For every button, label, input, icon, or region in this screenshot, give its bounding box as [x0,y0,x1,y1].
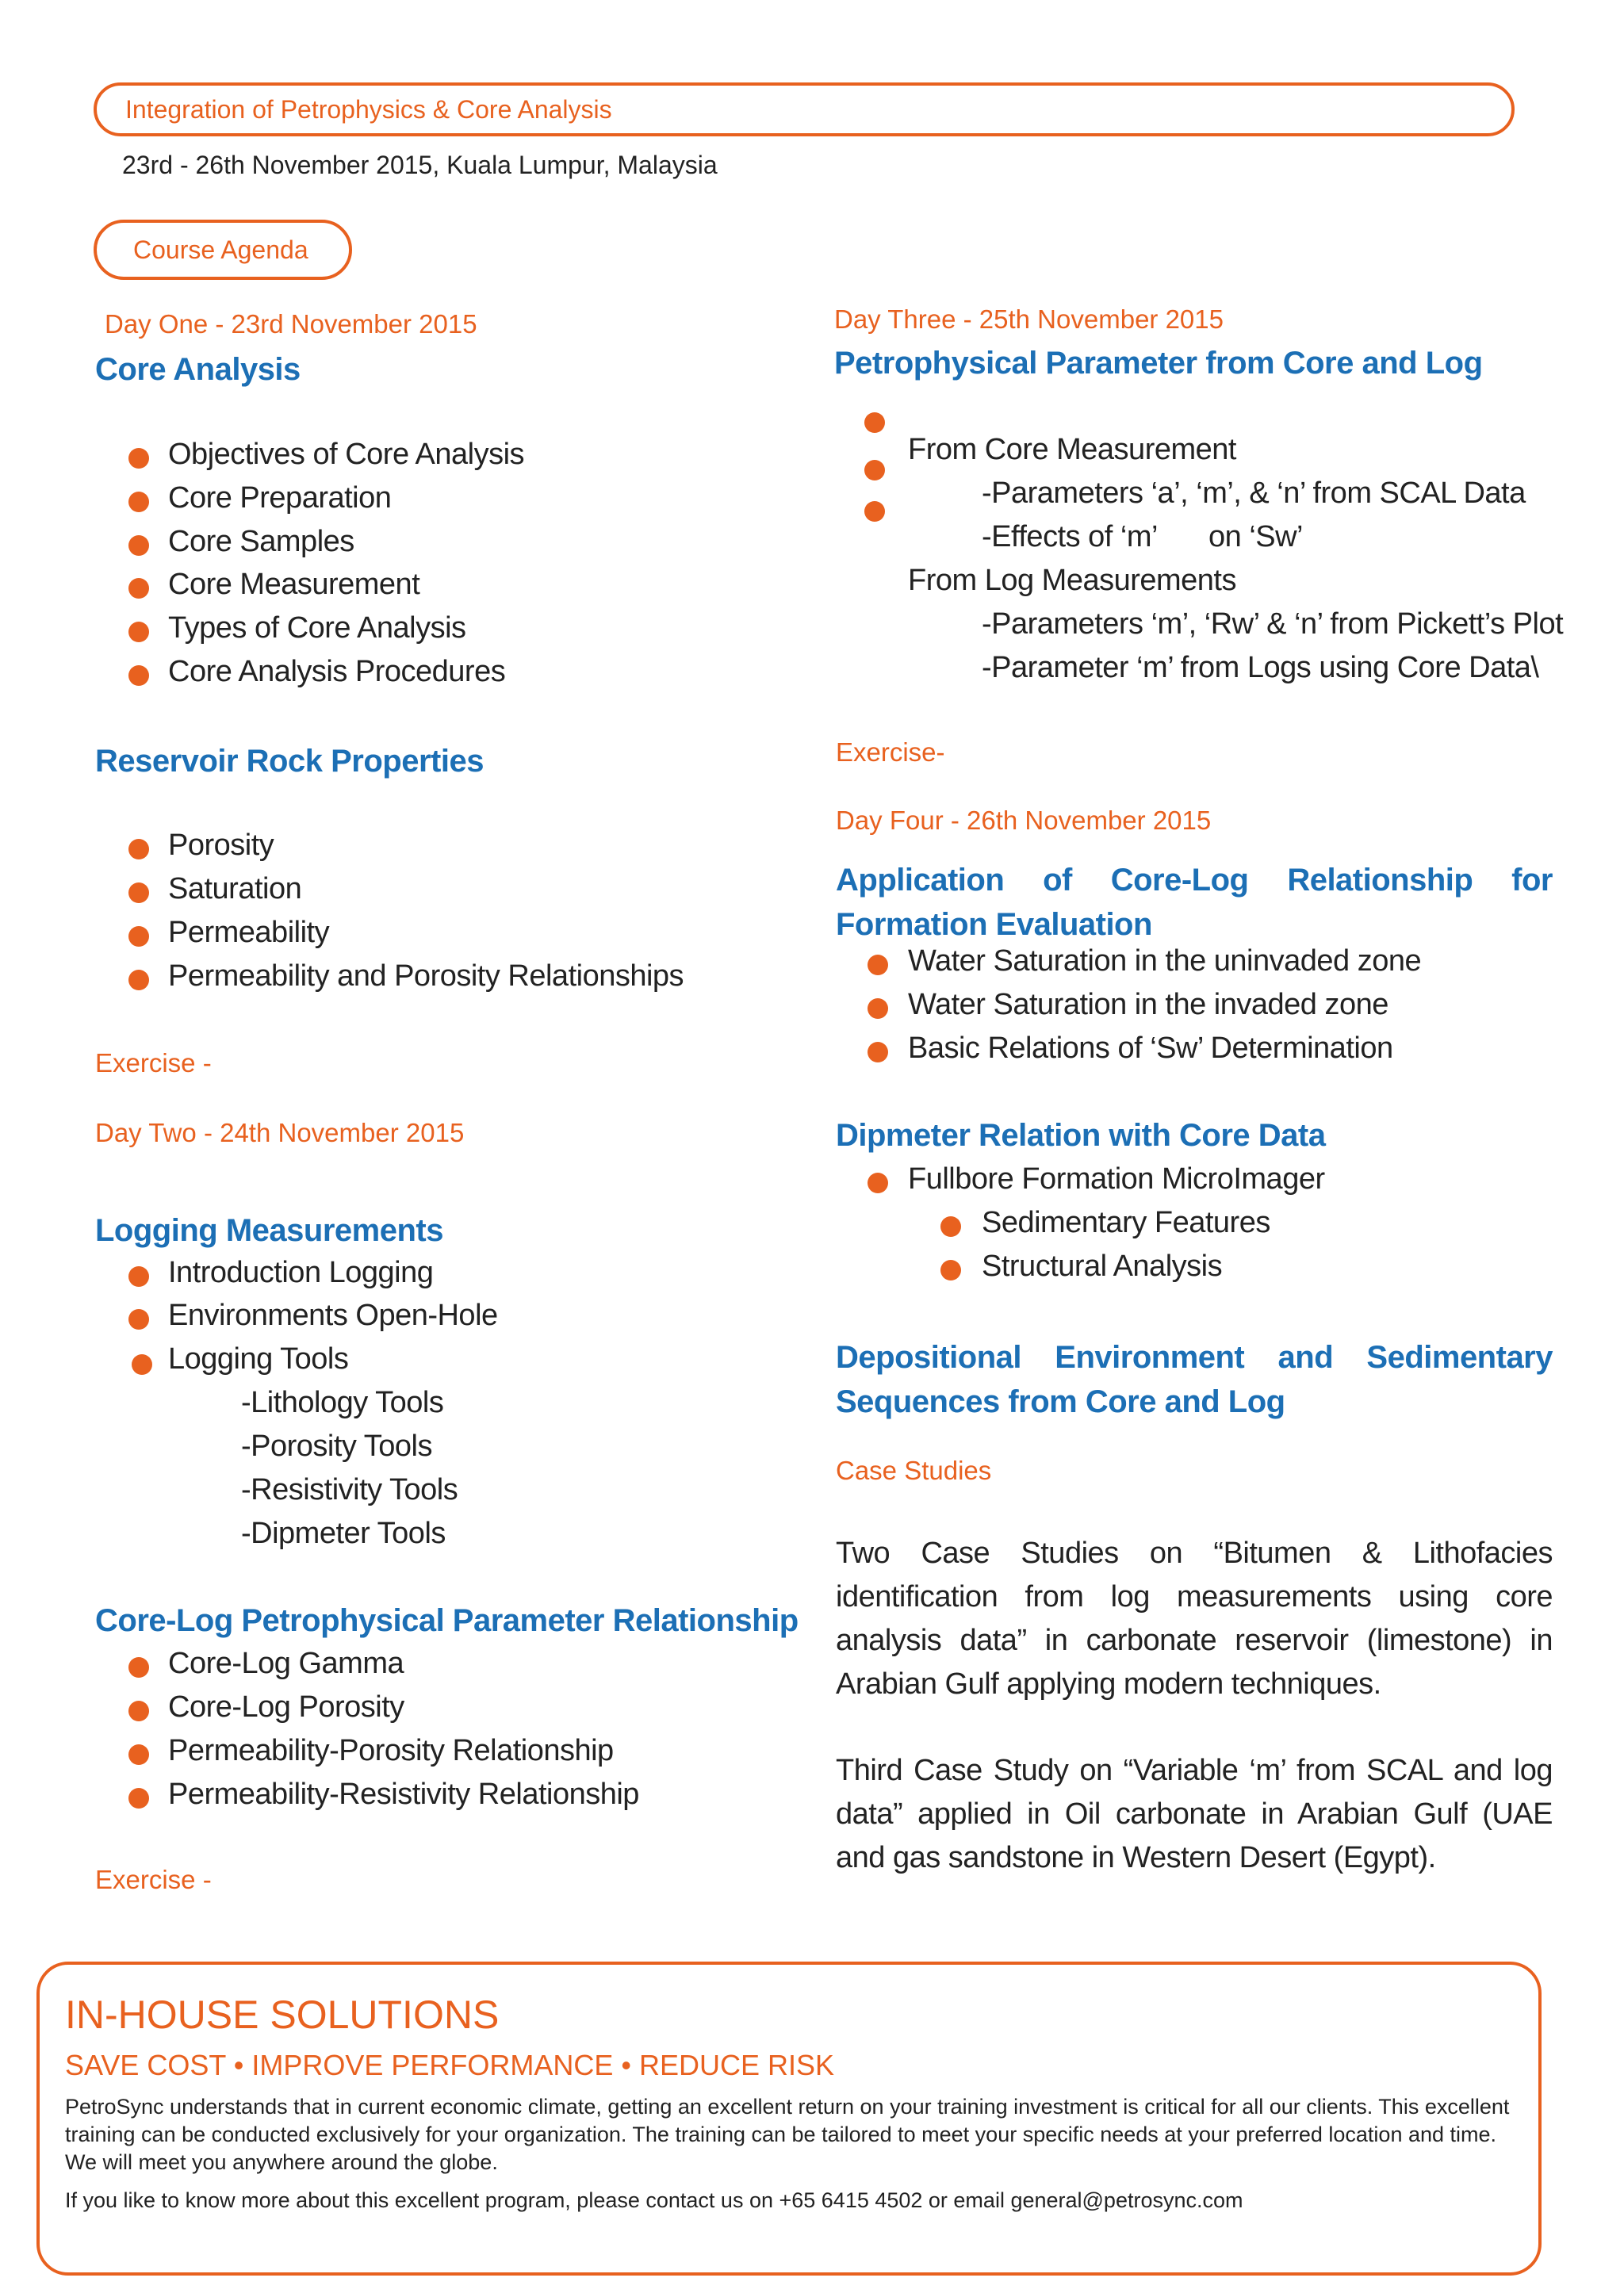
reservoir-heading: Reservoir Rock Properties [95,744,484,779]
bullet-icon [128,926,149,947]
sub-item: -Effects of ‘m’ [982,520,1158,553]
application-heading: Application of Core-Log Relationship for Formation Evaluation [836,863,1553,942]
sub-item: -Porosity Tools [241,1430,433,1463]
logging-heading: Logging Measurements [95,1213,443,1248]
course-agenda-badge [94,220,352,280]
list-item: Core Samples [168,525,354,558]
bullet-icon [128,970,149,990]
list-item: Types of Core Analysis [168,611,466,645]
day-three-label: Day Three - 25th November 2015 [834,304,1224,334]
sub-item: -Dipmeter Tools [241,1517,446,1550]
list-item: Core Preparation [168,481,392,515]
bullet-icon [128,535,149,556]
sub-item: Sedimentary Features [982,1206,1270,1239]
day-one-label: Day One - 23rd November 2015 [105,309,477,339]
sub-item: -Parameters ‘m’, ‘Rw’ & ‘n’ from Pickett’s Plot [982,607,1564,641]
case-study-paragraph: Third Case Study on “Variable ‘m’ from SCAL and log data” applied in Oil carbonate in Arabian Gulf (UAE and gas sandstone in Western Desert (Egypt). [836,1754,1553,1874]
list-item: From Core Measurement [908,433,1236,466]
case-studies-label: Case Studies [836,1456,992,1485]
bullet-icon [128,492,149,512]
list-item: Logging Tools [168,1342,349,1376]
list-item: Core Measurement [168,568,420,601]
bullet-icon [864,501,885,522]
bullet-icon [128,622,149,642]
list-item: Core Analysis Procedures [168,655,506,688]
list-item: Environments Open-Hole [168,1299,498,1332]
list-item: Permeability-Resistivity Relationship [168,1778,639,1811]
course-title-banner [94,82,1515,136]
bullet-icon [128,1657,149,1678]
bullet-icon [128,1701,149,1721]
case-study-paragraph: Two Case Studies on “Bitumen & Lithofacies identification from log measurements using core analysis data” in carbonate reservoir (limestone) in Arabian Gulf applying modern techniques. [836,1537,1553,1701]
dipmeter-heading: Dipmeter Relation with Core Data [836,1118,1326,1153]
bullet-icon [128,1744,149,1765]
bullet-icon [128,578,149,599]
list-item: Saturation [168,872,302,905]
list-item: Permeability [168,916,330,949]
bullet-icon [128,839,149,859]
list-item: Porosity [168,829,274,862]
core-log-heading: Core-Log Petrophysical Parameter Relationship [95,1603,799,1638]
exercise-label: Exercise - [95,1865,212,1894]
bullet-icon [940,1260,961,1280]
exercise-label: Exercise- [836,737,945,767]
sub-item: Structural Analysis [982,1250,1223,1283]
list-item: Objectives of Core Analysis [168,438,525,471]
list-item: Fullbore Formation MicroImager [908,1162,1325,1196]
bullet-icon [868,955,888,975]
course-agenda-label: Course Agenda [133,235,308,264]
bullet-icon [864,460,885,480]
sub-item: -Lithology Tools [241,1386,444,1419]
tagline: SAVE COST • IMPROVE PERFORMANCE • REDUCE RISK [65,2049,835,2081]
bullet-icon [868,1042,888,1062]
list-item: Water Saturation in the invaded zone [908,988,1388,1021]
list-item: Introduction Logging [168,1256,434,1289]
petrophysical-parameter-heading: Petrophysical Parameter from Core and Log [834,346,1483,381]
sub-item: -Parameters ‘a’, ‘m’, & ‘n’ from SCAL Data [982,477,1526,510]
bullet-icon [940,1216,961,1237]
list-item: Core-Log Gamma [168,1647,404,1680]
bullet-icon [868,1173,888,1193]
bullet-icon [128,1788,149,1809]
bullet-icon [128,665,149,686]
in-house-title: IN-HOUSE SOLUTIONS [65,1992,500,2037]
bullet-icon [128,1309,149,1330]
bullet-icon [128,1266,149,1287]
depositional-heading: Depositional Environment and Sedimentary Sequences from Core and Log [836,1340,1553,1419]
bullet-icon [132,1354,152,1375]
list-item: Core-Log Porosity [168,1690,404,1724]
day-two-label: Day Two - 24th November 2015 [95,1118,465,1147]
list-item: Permeability-Porosity Relationship [168,1734,614,1767]
sub-item: -Resistivity Tools [241,1473,458,1506]
bullet-icon [128,448,149,469]
bullet-icon [868,998,888,1019]
sub-item: on ‘Sw’ [1208,520,1303,553]
footer-body: PetroSync understands that in current economic climate, getting an excellent return on your training investment is critical for all our clients. This excellent training can be conducted exclusively for your organization. The training can be tailored to meet your specific needs at your preferred location and time. We will meet you anywhere around the globe. [65,2095,1510,2174]
bullet-icon [864,412,885,433]
core-analysis-heading: Core Analysis [95,352,301,387]
list-item: From Log Measurements [908,564,1236,597]
date-location: 23rd - 26th November 2015, Kuala Lumpur, Malaysia [122,151,718,179]
sub-item: -Parameter ‘m’ from Logs using Core Data\ [982,651,1539,684]
exercise-label: Exercise - [95,1048,212,1078]
list-item: Permeability and Porosity Relationships [168,959,684,993]
bullet-icon [128,882,149,903]
list-item: Water Saturation in the uninvaded zone [908,944,1422,978]
day-four-label: Day Four - 26th November 2015 [836,806,1212,835]
list-item: Basic Relations of ‘Sw’ Determination [908,1032,1393,1065]
course-title: Integration of Petrophysics & Core Analysis [125,95,612,124]
contact-info: If you like to know more about this excellent program, please contact us on +65 6415 4502 or email general@petrosync.com [65,2188,1243,2212]
